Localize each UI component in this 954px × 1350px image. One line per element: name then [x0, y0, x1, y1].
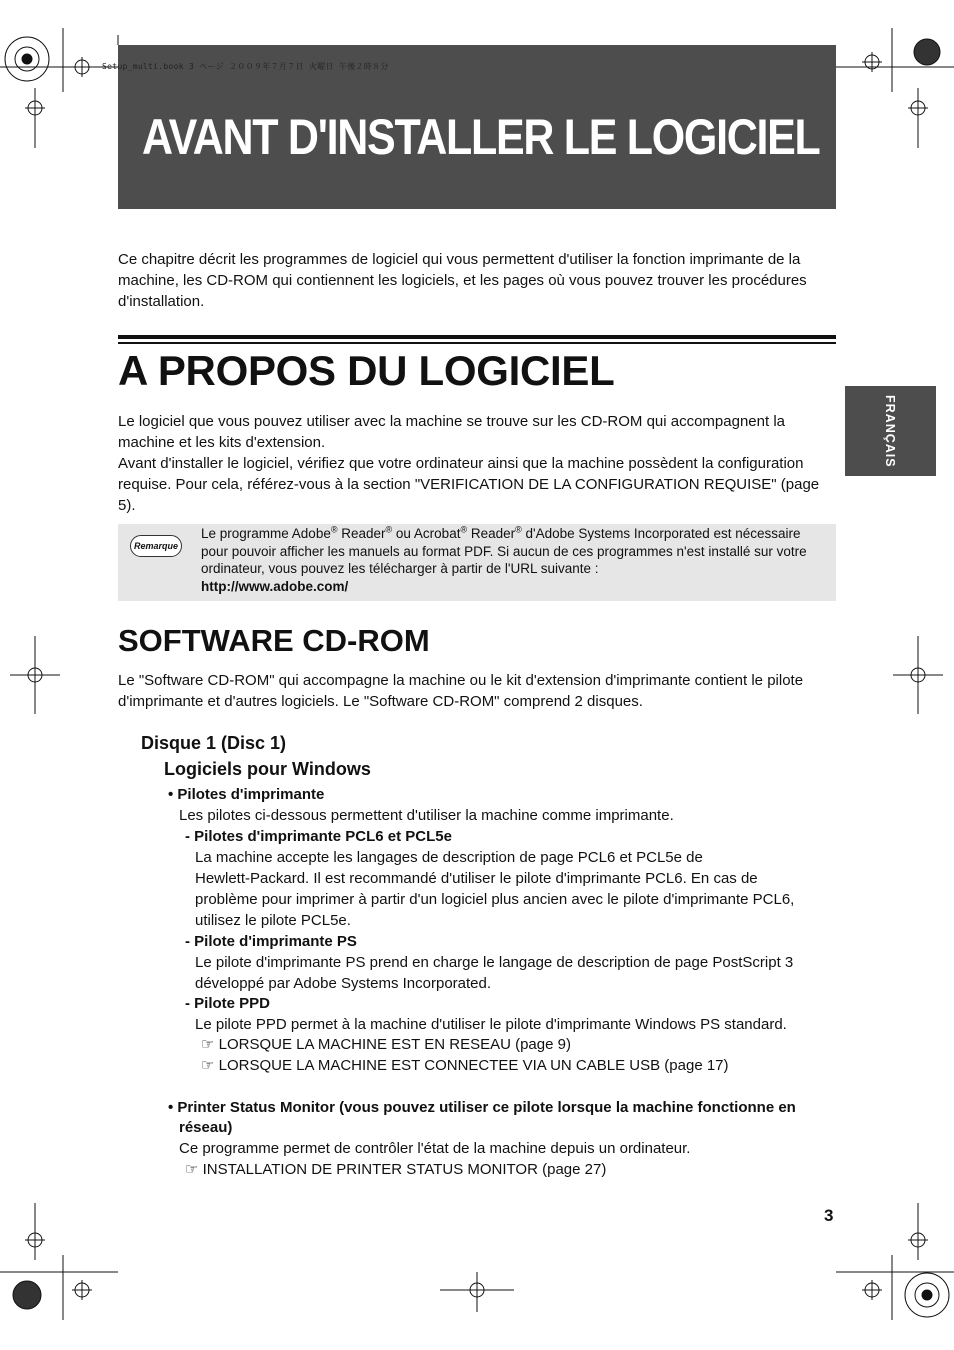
ppd-line: Le pilote PPD permet à la machine d'utiliser le pilote d'imprimante Windows PS standard. [195, 1016, 787, 1033]
pcl-line: utilisez le pilote PCL5e. [195, 912, 351, 929]
pointing-hand-icon: ☞ [201, 1057, 215, 1074]
note-badge-label: Remarque [133, 541, 178, 551]
ps-line: Le pilote d'imprimante PS prend en charge le langage de description de page PostScript 3 [195, 954, 794, 971]
disc-subtitle: Logiciels pour Windows [164, 759, 371, 779]
pointing-hand-icon: ☞ [185, 1161, 199, 1178]
pointing-hand-icon: ☞ [201, 1036, 215, 1053]
pcl-line: Hewlett-Packard. Il est recommandé d'utiliser le pilote d'imprimante PCL6. En cas de [195, 870, 758, 887]
psm-heading: • Printer Status Monitor (vous pouvez utiliser ce pilote lorsque la machine fonctionne en [168, 1099, 796, 1116]
pcl-line: La machine accepte les langages de description de page PCL6 et PCL5e de [195, 849, 703, 866]
adobe-url: http://www.adobe.com/ [201, 578, 349, 594]
ps-line: développé par Adobe Systems Incorporated. [195, 975, 492, 992]
ppd-heading: - Pilote PPD [185, 995, 271, 1012]
reference-usb[interactable]: ☞ LORSQUE LA MACHINE EST CONNECTEE VIA UN CABLE USB (page 17) [201, 1057, 729, 1074]
language-tab-label: FRANÇAIS [883, 395, 897, 468]
reference-network[interactable]: ☞ LORSQUE LA MACHINE EST EN RESEAU (page 9) [201, 1036, 571, 1053]
drivers-description: Les pilotes ci-dessous permettent d'utiliser la machine comme imprimante. [179, 807, 674, 824]
intro-paragraph: Ce chapitre décrit les programmes de logiciel qui vous permettent d'utiliser la fonction imprimante de la machine, les CD-ROM qui contiennent les logiciels, et les pages où vous pouvez trouver les procédures d'installation. [118, 251, 807, 310]
psm-description: Ce programme permet de contrôler l'état de la machine depuis un ordinateur. [179, 1140, 691, 1157]
pcl-line: problème pour imprimer à partir d'un logiciel plus ancien avec le pilote d'imprimante PCL6, [195, 891, 795, 908]
subsection-title: SOFTWARE CD-ROM [118, 623, 430, 658]
pcl-heading: - Pilotes d'imprimante PCL6 et PCL5e [185, 828, 452, 845]
ps-heading: - Pilote d'imprimante PS [185, 933, 357, 950]
reference-psm[interactable]: ☞ INSTALLATION DE PRINTER STATUS MONITOR (page 27) [185, 1161, 607, 1178]
section-title: A PROPOS DU LOGICIEL [118, 347, 615, 394]
cdrom-paragraph: Le "Software CD-ROM" qui accompagne la machine ou le kit d'extension d'imprimante contient le pilote d'imprimante et d'autres logiciels. Le "Software CD-ROM" comprend 2 disques. [118, 672, 804, 710]
chapter-title: AVANT D'INSTALLER LE LOGICIEL [142, 109, 820, 165]
page-number: 3 [824, 1206, 834, 1225]
about-paragraph-2: Avant d'installer le logiciel, vérifiez que votre ordinateur ainsi que la machine possèdent la configuration requise. Pour cela, référez-vous à la section "VERIFICATION DE LA CONFIGURATION REQUISE" (page 5). [118, 455, 820, 514]
about-paragraph-1: Le logiciel que vous pouvez utiliser avec la machine se trouve sur les CD-ROM qui accompagnent la machine et les kits d'extension. [118, 413, 785, 451]
note-text: Le programme Adobe® Reader® ou Acrobat® Reader® d'Adobe Systems Incorporated est nécessaire pour pouvoir afficher les manuels au format PDF. Si aucun de ces programmes n'est installé sur votre ordinateur, vous pouvez les télécharger à partir de l'URL suivante : http://www.adobe.com/ [201, 524, 807, 594]
disc-title: Disque 1 (Disc 1) [141, 733, 287, 753]
print-info: Setup_multi.book 3 ページ ２００９年７月７日 火曜日 午後２時８分 [102, 62, 389, 71]
drivers-heading: • Pilotes d'imprimante [168, 786, 325, 803]
psm-heading-cont: réseau) [179, 1119, 233, 1136]
